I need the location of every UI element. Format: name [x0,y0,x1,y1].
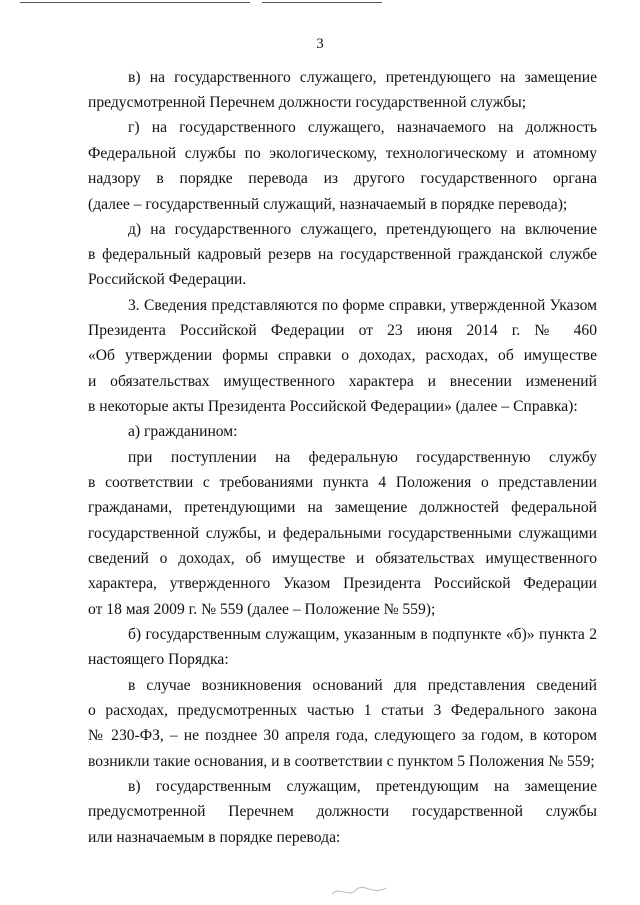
page-number: 3 [316,36,324,52]
text-line: б) государственным служащим, указанным в подпункте «б)» пункта 2 [128,626,597,643]
text-line: при поступлении на федеральную государственную службу [128,449,597,466]
text-line: (далее – государственный служащий, назначаемый в порядке перевода); [88,196,568,213]
text-line: Президента Российской Федерации от 23 июня 2014 г. № 460 [88,322,597,339]
text-line: государственной службы, и федеральными государственными служащими [88,525,597,542]
text-line: характера, утвержденного Указом Президента Российской Федерации [88,575,597,592]
text-line: в соответствии с требованиями пункта 4 Положения о представлении [88,474,597,491]
text-line: о расходах, предусмотренных частью 1 статьи 3 Федерального закона [88,702,597,719]
text-line: возникли такие основания, и в соответствии с пунктом 5 Положения № 559; [88,753,595,770]
text-line: сведений о доходах, об имуществе и обязательствах имущественного [88,550,597,567]
top-border-line [262,2,382,3]
text-line: или назначаемым в порядке перевода: [88,829,341,846]
text-line: в случае возникновения оснований для представления сведений [128,677,597,694]
text-line: в федеральный кадровый резерв на государственной гражданской службе [88,246,597,263]
text-line: Федеральной службы по экологическому, технологическому и атомному [88,145,597,162]
text-line: настоящего Порядка: [88,651,229,668]
text-line: 3. Сведения представляются по форме справки, утвержденной Указом [128,297,597,314]
text-line: № 230-ФЗ, – не позднее 30 апреля года, следующего за годом, в котором [88,727,597,744]
scan-mark [330,882,390,900]
text-line: в) государственным служащим, претендующим на замещение [128,778,597,795]
text-line: Российской Федерации. [88,271,247,288]
text-line: и обязательствах имущественного характера и внесении изменений [88,373,597,390]
text-line: предусмотренной Перечнем должности государственной службы; [88,94,527,111]
top-border-line [20,2,250,3]
text-line: предусмотренной Перечнем должности государственной службы [88,803,597,820]
text-line: в) на государственного служащего, претендующего на замещение [128,69,597,86]
text-line: а) гражданином: [128,423,238,440]
text-line: надзору в порядке перевода из другого государственного органа [88,170,597,187]
text-line: «Об утверждении формы справки о доходах, расходах, об имуществе [88,347,597,364]
text-line: гражданами, претендующими на замещение должностей федеральной [88,499,597,516]
text-line: д) на государственного служащего, претендующего на включение [128,221,597,238]
text-line: в некоторые акты Президента Российской Федерации» (далее – Справка): [88,398,578,415]
text-line: г) на государственного служащего, назначаемого на должность [128,119,597,136]
text-line: от 18 мая 2009 г. № 559 (далее – Положение № 559); [88,601,436,618]
